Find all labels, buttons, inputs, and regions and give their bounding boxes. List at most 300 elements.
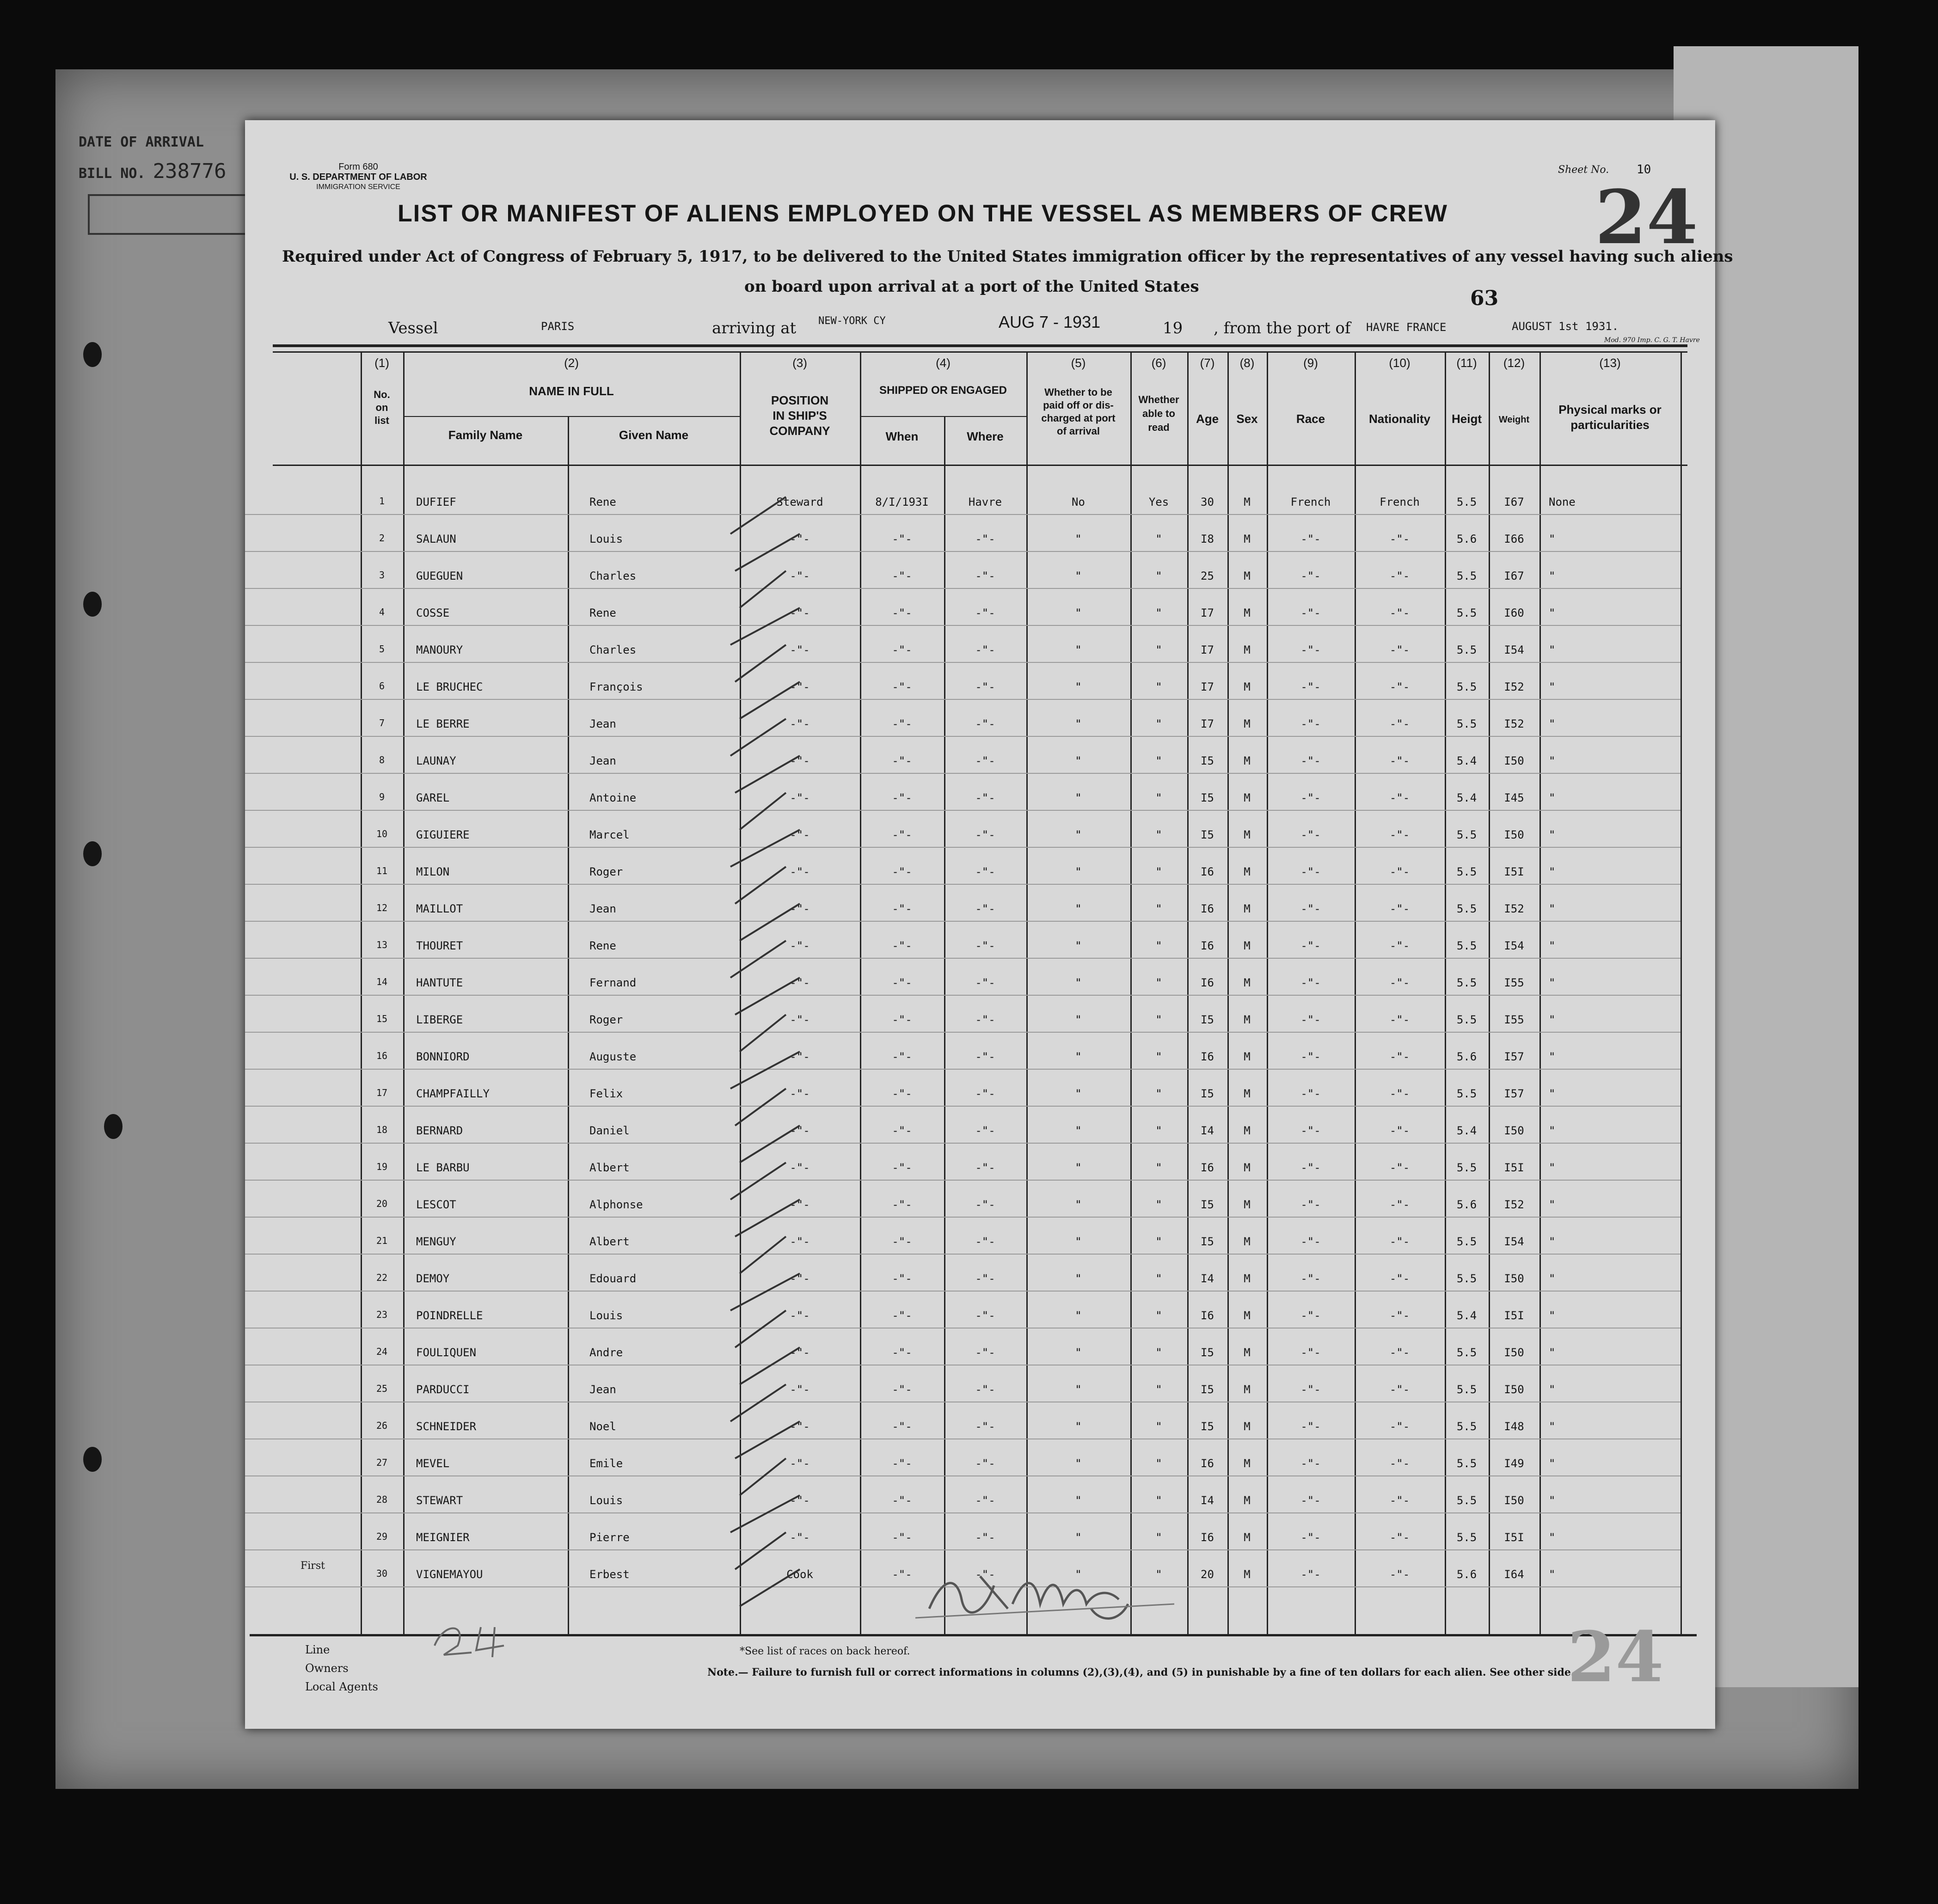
cell-height: 5.4 (1456, 791, 1477, 804)
row-rule (245, 773, 1680, 774)
cell-when: -"- (892, 1050, 912, 1063)
cell-when: -"- (892, 791, 912, 804)
cell-age: I5 (1201, 1198, 1214, 1211)
cell-read: " (1155, 1309, 1162, 1322)
cell-family: GAREL (416, 791, 450, 804)
cell-paid: " (1075, 976, 1082, 989)
cell-sex: M (1244, 1013, 1251, 1026)
cell-weight: I5I (1504, 1531, 1524, 1544)
cell-given: Jean (589, 717, 616, 730)
cell-age: I4 (1201, 1272, 1214, 1285)
cell-race: -"- (1300, 828, 1321, 841)
cell-nationality: -"- (1389, 1124, 1410, 1137)
cell-where: -"- (975, 680, 995, 693)
from-port-label: , from the port of (1214, 319, 1351, 337)
cell-race: -"- (1300, 1087, 1321, 1100)
cell-position: Cook (786, 1568, 813, 1581)
cell-age: I7 (1201, 680, 1214, 693)
cell-race: -"- (1300, 1013, 1321, 1026)
header-nationality: Nationality (1369, 412, 1430, 426)
cell-age: I5 (1201, 1346, 1214, 1359)
cell-given: Auguste (589, 1050, 637, 1063)
cell-when: -"- (892, 1161, 912, 1174)
cell-marks: " (1549, 1568, 1556, 1581)
cell-no: 16 (376, 1050, 388, 1061)
cell-position: -"- (790, 1272, 810, 1285)
row-rule (245, 588, 1680, 589)
cell-weight: I5I (1504, 1309, 1524, 1322)
cell-nationality: -"- (1389, 717, 1410, 730)
arriving-label: arriving at (712, 319, 797, 337)
col-number-7: (7) (1200, 356, 1215, 370)
cell-sex: M (1244, 1235, 1251, 1248)
cell-age: I5 (1201, 828, 1214, 841)
row-rule (245, 1143, 1680, 1144)
cell-given: Jean (589, 902, 616, 915)
cell-weight: I50 (1504, 828, 1524, 841)
cell-age: I6 (1201, 865, 1214, 878)
cell-race: -"- (1300, 533, 1321, 545)
header-no-on-list: No. on list (374, 389, 390, 426)
cell-where: -"- (975, 1161, 995, 1174)
cell-given: Roger (589, 1013, 623, 1026)
header-family-name: Family Name (448, 428, 523, 442)
cell-where: -"- (975, 1198, 995, 1211)
cell-race: -"- (1300, 1161, 1321, 1174)
row-rule (245, 1512, 1680, 1513)
header-height: Heigt (1452, 412, 1482, 426)
cell-weight: I50 (1504, 1124, 1524, 1137)
cell-sex: M (1244, 1272, 1251, 1285)
cell-position: -"- (790, 569, 810, 582)
cell-family: CHAMPFAILLY (416, 1087, 490, 1100)
cell-when: -"- (892, 643, 912, 656)
cell-sex: M (1244, 643, 1251, 656)
cell-family: LIBERGE (416, 1013, 463, 1026)
tick-stroke (730, 497, 786, 534)
vessel-label: Vessel (388, 319, 438, 337)
cell-marks: " (1549, 791, 1556, 804)
cell-paid: " (1075, 1383, 1082, 1396)
tick-stroke (740, 1126, 800, 1163)
cell-given: Louis (589, 1309, 623, 1322)
manifest-sheet (245, 120, 1733, 1729)
cell-when: -"- (892, 1383, 912, 1396)
cell-where: -"- (975, 1235, 995, 1248)
form-title: LIST OR MANIFEST OF ALIENS EMPLOYED ON THE VESSEL AS MEMBERS OF CREW (398, 200, 1448, 227)
cell-read: " (1155, 1272, 1162, 1285)
header-paid-off: Whether to be paid off or dis- charged at port of arrival (1041, 386, 1116, 437)
margin-note-first: First (301, 1560, 325, 1572)
cell-age: I5 (1201, 1420, 1214, 1433)
cell-read: Yes (1148, 496, 1169, 508)
tick-stroke (735, 1421, 800, 1458)
cell-marks: " (1549, 680, 1556, 693)
cell-age: I6 (1201, 939, 1214, 952)
row-rule (245, 1328, 1680, 1329)
penalty-note: Note.— Failure to furnish full or correct informations in columns (2),(3),(4), and (5) in punishable by a fine of ten dollars for each alien. See other side. (707, 1666, 1575, 1678)
cell-height: 5.5 (1456, 496, 1477, 508)
cell-read: " (1155, 643, 1162, 656)
cell-where: -"- (975, 939, 995, 952)
cell-sex: M (1244, 1309, 1251, 1322)
cell-family: LE BRUCHEC (416, 680, 483, 693)
cell-position: -"- (790, 828, 810, 841)
cell-age: I6 (1201, 1457, 1214, 1470)
cell-weight: I50 (1504, 754, 1524, 767)
cell-no: 24 (376, 1346, 388, 1357)
cell-given: Antoine (589, 791, 637, 804)
cell-read: " (1155, 1161, 1162, 1174)
cell-position: -"- (790, 1309, 810, 1322)
cell-nationality: -"- (1389, 902, 1410, 915)
cell-age: I7 (1201, 643, 1214, 656)
cell-nationality: -"- (1389, 1309, 1410, 1322)
cell-height: 5.5 (1456, 1457, 1477, 1470)
tick-marks (717, 462, 846, 1627)
cell-given: Rene (589, 939, 616, 952)
cell-sex: M (1244, 902, 1251, 915)
cell-sex: M (1244, 1050, 1251, 1063)
cell-sex: M (1244, 606, 1251, 619)
punch-hole (83, 592, 102, 617)
cell-nationality: -"- (1389, 1198, 1410, 1211)
cell-where: -"- (975, 1087, 995, 1100)
cell-weight: I55 (1504, 1013, 1524, 1026)
cell-marks: " (1549, 569, 1556, 582)
races-note: *See list of races on back hereof. (740, 1646, 910, 1657)
cell-marks: " (1549, 533, 1556, 545)
cell-race: -"- (1300, 1420, 1321, 1433)
tick-stroke (735, 1310, 786, 1347)
form-subtitle-2: on board upon arrival at a port of the United States (744, 277, 1199, 296)
cell-no: 20 (376, 1198, 388, 1209)
cell-height: 5.5 (1456, 717, 1477, 730)
cell-sex: M (1244, 1383, 1251, 1396)
cell-given: Fernand (589, 976, 637, 989)
cell-no: 29 (376, 1531, 388, 1542)
cell-weight: I67 (1504, 569, 1524, 582)
cell-nationality: -"- (1389, 1013, 1410, 1026)
cell-height: 5.5 (1456, 1531, 1477, 1544)
cell-where: -"- (975, 1568, 995, 1581)
cell-marks: " (1549, 902, 1556, 915)
cell-nationality: -"- (1389, 1457, 1410, 1470)
cell-when: -"- (892, 1457, 912, 1470)
stamp-box (88, 194, 263, 235)
tick-stroke (730, 830, 800, 867)
cell-family: BONNIORD (416, 1050, 470, 1063)
col-number-1: (1) (374, 356, 389, 370)
cell-family: GIGUIERE (416, 828, 470, 841)
tick-stroke (740, 1347, 800, 1384)
cell-height: 5.5 (1456, 939, 1477, 952)
header-physical-marks: Physical marks or particularities (1558, 403, 1662, 432)
row-rule (245, 662, 1680, 663)
cell-no: 22 (376, 1272, 388, 1283)
cell-no: 25 (376, 1383, 388, 1394)
cell-position: -"- (790, 717, 810, 730)
cell-given: Jean (589, 754, 616, 767)
cell-marks: " (1549, 1013, 1556, 1026)
cell-position: -"- (790, 939, 810, 952)
cell-height: 5.5 (1456, 1087, 1477, 1100)
tick-stroke (740, 1015, 786, 1052)
cell-position: -"- (790, 1087, 810, 1100)
tick-stroke (740, 1237, 786, 1273)
cell-no: 7 (379, 717, 385, 729)
cell-age: I7 (1201, 606, 1214, 619)
cell-race: -"- (1300, 1568, 1321, 1581)
col-number-8: (8) (1239, 356, 1255, 370)
cell-race: -"- (1300, 1457, 1321, 1470)
cell-age: I4 (1201, 1124, 1214, 1137)
cell-no: 1 (379, 496, 385, 507)
cell-family: LAUNAY (416, 754, 456, 767)
cell-race: -"- (1300, 1124, 1321, 1137)
row-rule (245, 699, 1680, 700)
cell-where: -"- (975, 1457, 995, 1470)
cell-where: -"- (975, 828, 995, 841)
cell-sex: M (1244, 1087, 1251, 1100)
cell-paid: " (1075, 1013, 1082, 1026)
cell-age: 20 (1201, 1568, 1214, 1581)
cell-where: -"- (975, 791, 995, 804)
cell-given: Daniel (589, 1124, 630, 1137)
cell-marks: " (1549, 1161, 1556, 1174)
cell-given: Charles (589, 569, 637, 582)
cell-where: -"- (975, 865, 995, 878)
cell-marks: " (1549, 1531, 1556, 1544)
cell-given: Louis (589, 1494, 623, 1507)
cell-race: -"- (1300, 976, 1321, 989)
cell-when: -"- (892, 1494, 912, 1507)
cell-height: 5.5 (1456, 828, 1477, 841)
col-divider (568, 416, 569, 1634)
cell-nationality: -"- (1389, 1050, 1410, 1063)
cell-no: 27 (376, 1457, 388, 1468)
cell-marks: " (1549, 1346, 1556, 1359)
cell-paid: " (1075, 1309, 1082, 1322)
col-number-9: (9) (1303, 356, 1318, 370)
tick-stroke (740, 682, 800, 719)
cell-when: -"- (892, 1531, 912, 1544)
row-rule (245, 1291, 1680, 1292)
cell-nationality: -"- (1389, 1272, 1410, 1285)
cell-paid: " (1075, 865, 1082, 878)
cell-no: 26 (376, 1420, 388, 1431)
stamp-title: DATE OF ARRIVAL (79, 134, 204, 150)
header-given-name: Given Name (619, 428, 689, 442)
cell-given: Emile (589, 1457, 623, 1470)
cell-height: 5.5 (1456, 1346, 1477, 1359)
cell-position: -"- (790, 1161, 810, 1174)
cell-marks: " (1549, 754, 1556, 767)
cell-paid: " (1075, 1235, 1082, 1248)
cell-nationality: -"- (1389, 643, 1410, 656)
header-shipped-engaged: SHIPPED OR ENGAGED (879, 384, 1007, 397)
cell-position: -"- (790, 1198, 810, 1211)
cell-sex: M (1244, 791, 1251, 804)
cell-sex: M (1244, 939, 1251, 952)
cell-no: 13 (376, 939, 388, 950)
tick-stroke (730, 941, 786, 978)
col-number-4: (4) (936, 356, 951, 370)
cell-given: Roger (589, 865, 623, 878)
cell-read: " (1155, 1457, 1162, 1470)
col-divider (403, 351, 405, 1634)
sheet-label: Sheet No. (1558, 164, 1609, 176)
cell-marks: " (1549, 606, 1556, 619)
cell-position: -"- (790, 754, 810, 767)
cell-no: 9 (379, 791, 385, 802)
cell-no: 14 (376, 976, 388, 987)
tick-stroke (740, 904, 800, 941)
cell-family: HANTUTE (416, 976, 463, 989)
tick-stroke (730, 1384, 786, 1421)
cell-read: " (1155, 976, 1162, 989)
cell-where: -"- (975, 754, 995, 767)
cell-position: -"- (790, 1124, 810, 1137)
cell-family: PARDUCCI (416, 1383, 470, 1396)
cell-position: -"- (790, 791, 810, 804)
header-able-to-read: Whether able to read (1138, 394, 1179, 433)
punch-hole (83, 841, 102, 866)
cell-no: 5 (379, 643, 385, 655)
header-name-in-full: NAME IN FULL (529, 384, 614, 398)
row-rule (245, 736, 1680, 737)
cell-marks: " (1549, 976, 1556, 989)
cell-read: " (1155, 1420, 1162, 1433)
cell-position: -"- (790, 1346, 810, 1359)
cell-given: Marcel (589, 828, 630, 841)
cell-family: VIGNEMAYOU (416, 1568, 483, 1581)
cell-position: -"- (790, 643, 810, 656)
cell-when: -"- (892, 533, 912, 545)
cell-height: 5.5 (1456, 643, 1477, 656)
cell-when: -"- (892, 1309, 912, 1322)
cell-race: -"- (1300, 902, 1321, 915)
cell-read: " (1155, 791, 1162, 804)
cell-marks: " (1549, 1050, 1556, 1063)
cell-sex: M (1244, 1420, 1251, 1433)
row-rule (245, 551, 1680, 552)
col-number-12: (12) (1503, 356, 1525, 370)
cell-age: I5 (1201, 1013, 1214, 1026)
cell-marks: " (1549, 1124, 1556, 1137)
tick-stroke (735, 645, 786, 682)
cell-when: -"- (892, 717, 912, 730)
cell-height: 5.5 (1456, 1494, 1477, 1507)
cell-marks: " (1549, 1383, 1556, 1396)
cell-given: Rene (589, 606, 616, 619)
cell-age: I5 (1201, 754, 1214, 767)
subheader-rule (860, 416, 1026, 417)
cell-read: " (1155, 828, 1162, 841)
cell-given: Andre (589, 1346, 623, 1359)
cell-weight: I52 (1504, 1198, 1524, 1211)
cell-race: -"- (1300, 1198, 1321, 1211)
cell-sex: M (1244, 828, 1251, 841)
cell-when: -"- (892, 1420, 912, 1433)
cell-nationality: -"- (1389, 1161, 1410, 1174)
tick-stroke (740, 1458, 786, 1495)
cell-position: -"- (790, 680, 810, 693)
cell-paid: " (1075, 1050, 1082, 1063)
cell-when: -"- (892, 1568, 912, 1581)
cell-when: -"- (892, 939, 912, 952)
cell-when: -"- (892, 569, 912, 582)
cell-when: -"- (892, 976, 912, 989)
col-number-11: (11) (1456, 356, 1477, 370)
cell-paid: " (1075, 1420, 1082, 1433)
cell-family: MAILLOT (416, 902, 463, 915)
cell-when: -"- (892, 680, 912, 693)
cell-where: -"- (975, 643, 995, 656)
cell-height: 5.5 (1456, 1013, 1477, 1026)
cell-height: 5.5 (1456, 976, 1477, 989)
cell-read: " (1155, 1346, 1162, 1359)
cell-weight: I67 (1504, 496, 1524, 508)
cell-read: " (1155, 1494, 1162, 1507)
cell-paid: " (1075, 1346, 1082, 1359)
tick-stroke (735, 1532, 786, 1569)
cell-age: I5 (1201, 1383, 1214, 1396)
cell-no: 15 (376, 1013, 388, 1024)
row-rule (245, 810, 1680, 811)
vessel-name: PARIS (541, 320, 575, 333)
cell-family: LE BARBU (416, 1161, 470, 1174)
cell-race: -"- (1300, 1272, 1321, 1285)
cell-read: " (1155, 533, 1162, 545)
mod-note: Mod. 970 Imp. C. G. T. Havre (1604, 337, 1700, 344)
cell-read: " (1155, 717, 1162, 730)
cell-paid: " (1075, 939, 1082, 952)
cell-family: DEMOY (416, 1272, 450, 1285)
cell-given: Alphonse (589, 1198, 643, 1211)
cell-given: Albert (589, 1235, 630, 1248)
cell-paid: " (1075, 1198, 1082, 1211)
cell-height: 5.5 (1456, 1420, 1477, 1433)
cell-weight: I57 (1504, 1087, 1524, 1100)
crew-count: 63 (1470, 287, 1499, 310)
form-subtitle: Required under Act of Congress of February 5, 1917, to be delivered to the United States immigration officer by the representatives of any vessel having such aliens (282, 247, 1733, 266)
tick-stroke (740, 793, 786, 830)
header-bottom-rule (273, 465, 1687, 466)
cell-read: " (1155, 606, 1162, 619)
cell-nationality: -"- (1389, 754, 1410, 767)
cell-race: -"- (1300, 1383, 1321, 1396)
cell-paid: " (1075, 533, 1082, 545)
cell-paid: " (1075, 1087, 1082, 1100)
cell-no: 17 (376, 1087, 388, 1098)
cell-where: -"- (975, 1309, 995, 1322)
cell-marks: " (1549, 1457, 1556, 1470)
cell-paid: " (1075, 606, 1082, 619)
cell-where: -"- (975, 606, 995, 619)
cell-family: SALAUN (416, 533, 456, 545)
tick-stroke (735, 867, 786, 904)
cell-sex: M (1244, 754, 1251, 767)
cell-nationality: -"- (1389, 828, 1410, 841)
cell-paid: " (1075, 1161, 1082, 1174)
cell-read: " (1155, 1087, 1162, 1100)
row-rule (245, 921, 1680, 922)
cell-read: " (1155, 569, 1162, 582)
bottom-sheet-number: 24 (1567, 1616, 1664, 1698)
cell-race: -"- (1300, 1050, 1321, 1063)
cell-height: 5.5 (1456, 569, 1477, 582)
